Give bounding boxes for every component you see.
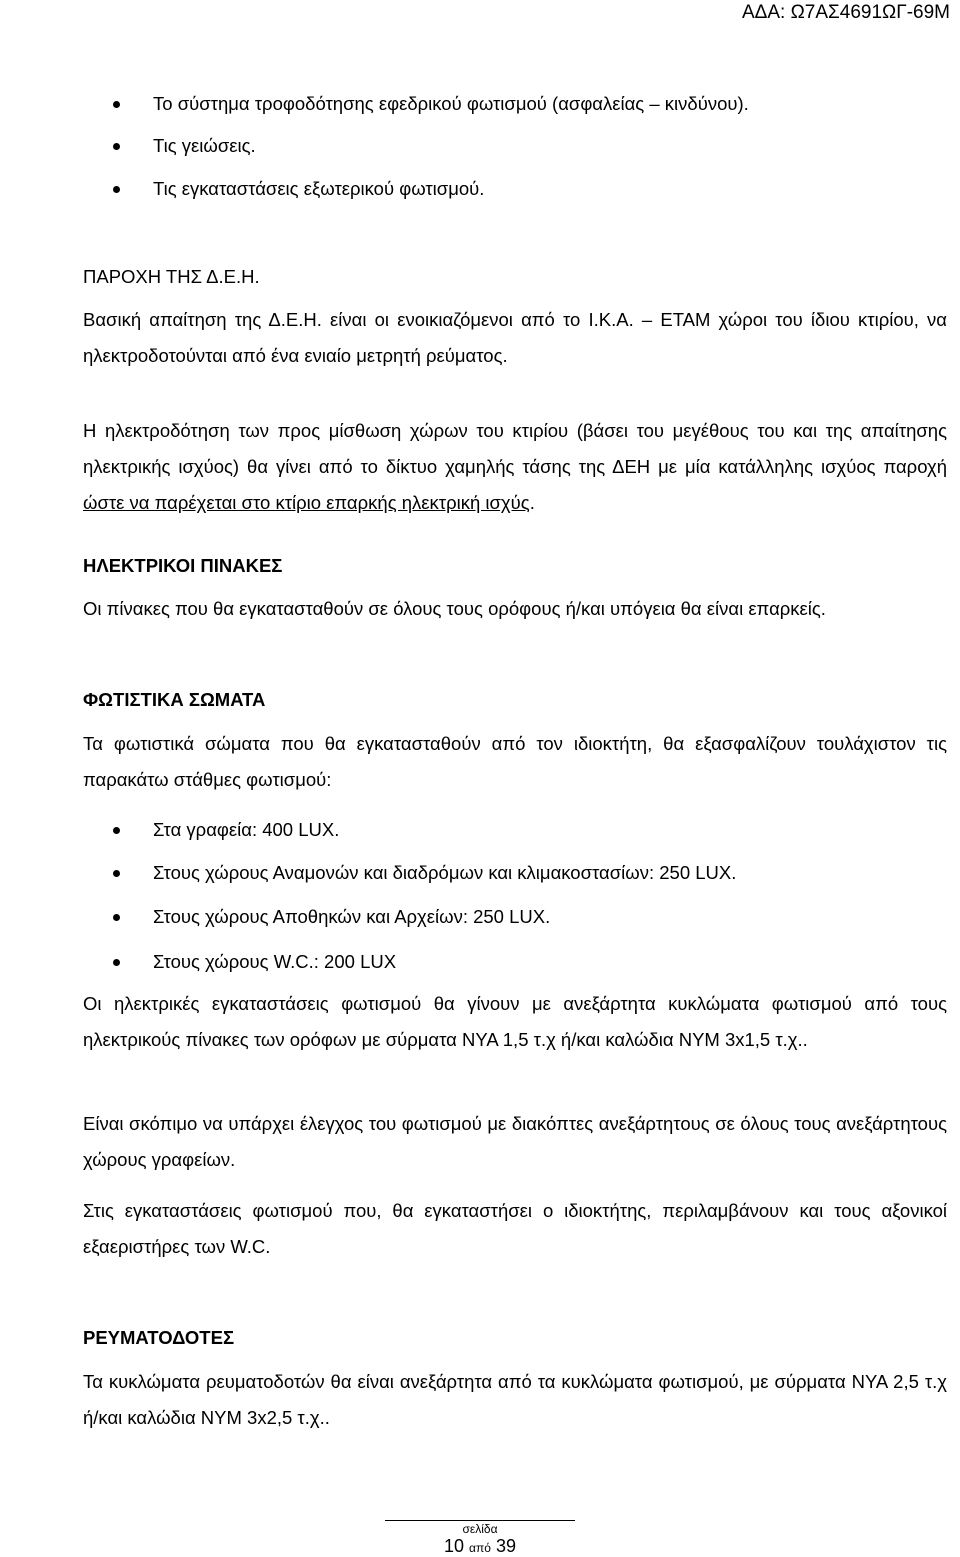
- supply-paragraph-1: Βασική απαίτηση της Δ.Ε.Η. είναι οι ενοικιαζόμενοι από το Ι.Κ.Α. – ΕΤΑΜ χώροι του ίδιου κτιρίου, να ηλεκτροδοτούνται από ένα ενιαίο μετρητή ρεύματος.: [83, 309, 947, 366]
- panels-paragraph: Οι πίνακες που θα εγκατασταθούν σε όλους τους ορόφους ή/και υπόγεια θα είναι επαρκείς.: [83, 598, 826, 619]
- bullet-icon: [113, 870, 120, 877]
- underlined-text: ώστε να παρέχεται στο κτίριο επαρκής ηλεκτρική ισχύς: [83, 492, 530, 513]
- bullet-icon: [113, 143, 120, 150]
- list-item: Το σύστημα τροφοδότησης εφεδρικού φωτισμού (ασφαλείας – κινδύνου).: [153, 92, 749, 116]
- lighting-paragraph-3: Είναι σκόπιμο να υπάρχει έλεγχος του φωτισμού με διακόπτες ανεξάρτητους σε όλους τους ανεξάρτητους χώρους γραφείων.: [83, 1113, 947, 1170]
- bullet-icon: [113, 959, 120, 966]
- section-heading-supply: ΠΑΡΟΧΗ ΤΗΣ Δ.Ε.Η.: [83, 266, 260, 287]
- lighting-paragraph-1: Τα φωτιστικά σώματα που θα εγκατασταθούν από τον ιδιοκτήτη, θα εξασφαλίζουν τουλάχιστον τις παρακάτω στάθμες φωτισμού:: [83, 733, 947, 790]
- list-item: Στους χώρους Αποθηκών και Αρχείων: 250 LUX.: [153, 905, 550, 929]
- list-item: Στα γραφεία: 400 LUX.: [153, 818, 339, 842]
- list-item: Στους χώρους W.C.: 200 LUX: [153, 950, 396, 974]
- list-item: Στους χώρους Αναμονών και διαδρόμων και κλιμακοστασίων: 250 LUX.: [153, 861, 736, 885]
- sockets-paragraph: Τα κυκλώματα ρευματοδοτών θα είναι ανεξάρτητα από τα κυκλώματα φωτισμού, με σύρματα ΝΥΑ 2,5 τ.χ ή/και καλώδια ΝΥΜ 3x2,5 τ.χ..: [83, 1371, 947, 1428]
- bullet-icon: [113, 101, 120, 108]
- supply-paragraph-2: Η ηλεκτροδότηση των προς μίσθωση χώρων του κτιρίου (βάσει του μεγέθους του και της απαίτησης ηλεκτρικής ισχύος) θα γίνει από το δίκτυο χαμηλής τάσης της ΔΕΗ με μία κατάλληλης ισχύος παροχή ώστε να παρέχεται στο κτίριο επαρκής ηλεκτρική ισχύς.: [83, 420, 947, 513]
- footer-rule: [385, 1520, 575, 1521]
- lighting-paragraph-2: Οι ηλεκτρικές εγκαταστάσεις φωτισμού θα γίνουν με ανεξάρτητα κυκλώματα φωτισμού από τους ηλεκτρικούς πίνακες των ορόφων με σύρματα ΝΥΑ 1,5 τ.χ ή/και καλώδια ΝΥΜ 3x1,5 τ.χ..: [83, 993, 947, 1050]
- page-number: 10 από 39: [444, 1536, 516, 1556]
- ada-header: ΑΔΑ: Ω7ΑΣ4691ΩΓ-69Μ: [741, 2, 950, 23]
- section-heading-lighting: ΦΩΤΙΣΤΙΚΑ ΣΩΜΑΤΑ: [83, 689, 266, 710]
- list-item: Τις εγκαταστάσεις εξωτερικού φωτισμού.: [153, 177, 484, 201]
- bullet-icon: [113, 827, 120, 834]
- lighting-paragraph-4: Στις εγκαταστάσεις φωτισμού που, θα εγκαταστήσει ο ιδιοκτήτης, περιλαμβάνουν και τους αξονικοί εξαεριστήρες των W.C.: [83, 1200, 947, 1257]
- footer-label: σελίδα: [462, 1522, 498, 1536]
- bullet-icon: [113, 914, 120, 921]
- section-heading-panels: ΗΛΕΚΤΡΙΚΟΙ ΠΙΝΑΚΕΣ: [83, 555, 283, 576]
- list-item: Τις γειώσεις.: [153, 134, 256, 158]
- section-heading-sockets: ΡΕΥΜΑΤΟΔΟΤΕΣ: [83, 1327, 235, 1348]
- bullet-icon: [113, 186, 120, 193]
